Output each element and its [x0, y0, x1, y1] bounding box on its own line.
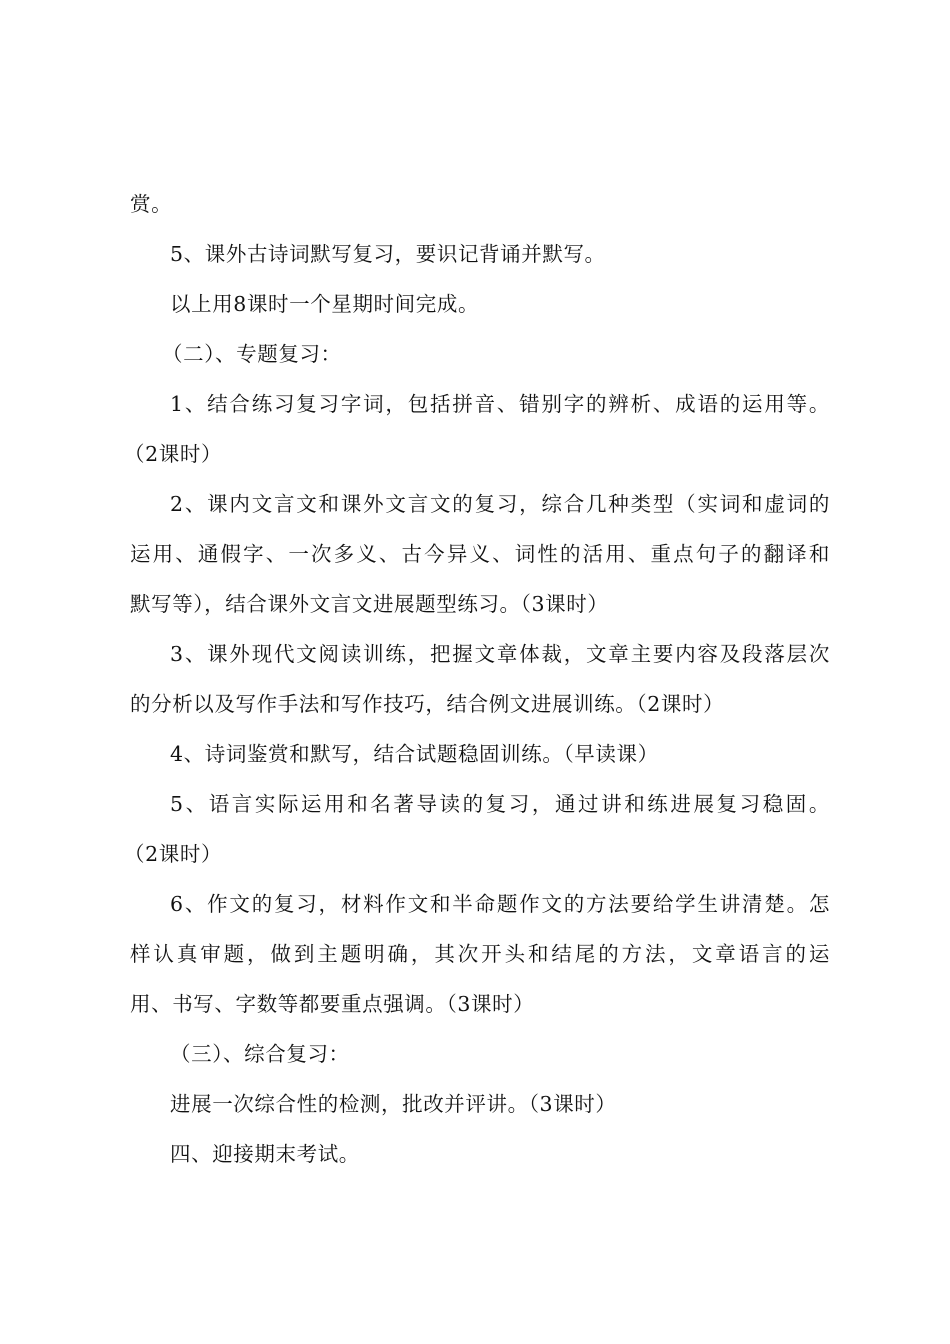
text-line: 5、语言实际运用和名著导读的复习，通过讲和练进展复习稳固。 — [170, 792, 830, 816]
text-line: 6、作文的复习，材料作文和半命题作文的方法要给学生讲清楚。怎 — [170, 892, 830, 916]
text-line: 进展一次综合性的检测，批改并评讲。（3课时） — [170, 1092, 617, 1116]
text-line: 3、课外现代文阅读训练，把握文章体裁，文章主要内容及段落层次 — [170, 642, 830, 666]
text-line: 2、课内文言文和课外文言文的复习，综合几种类型（实词和虚词的 — [170, 492, 830, 516]
text-line: 样认真审题，做到主题明确，其次开头和结尾的方法，文章语言的运 — [130, 942, 830, 966]
text-line: 四、迎接期末考试。 — [170, 1142, 360, 1166]
section-heading: （二）、专题复习： — [162, 342, 342, 366]
text-line: 4、诗词鉴赏和默写，结合试题稳固训练。（早读课） — [170, 742, 659, 766]
text-line: 默写等），结合课外文言文进展题型练习。（3课时） — [130, 592, 609, 616]
text-line: 1、结合练习复习字词，包括拼音、错别字的辨析、成语的运用等。 — [170, 392, 830, 416]
text-line: 用、书写、字数等都要重点强调。（3课时） — [130, 992, 535, 1016]
text-line: 以上用8课时一个星期时间完成。 — [170, 292, 480, 316]
text-line: 赏。 — [130, 192, 173, 216]
text-line: 的分析以及写作手法和写作技巧，结合例文进展训练。（2课时） — [130, 692, 725, 716]
text-line: 5、课外古诗词默写复习，要识记背诵并默写。 — [170, 242, 606, 266]
section-heading: （三）、综合复习： — [170, 1042, 350, 1066]
text-line: 运用、通假字、一次多义、古今异义、词性的活用、重点句子的翻译和 — [130, 542, 830, 566]
text-line: （2课时） — [124, 442, 223, 466]
text-line: （2课时） — [124, 842, 223, 866]
